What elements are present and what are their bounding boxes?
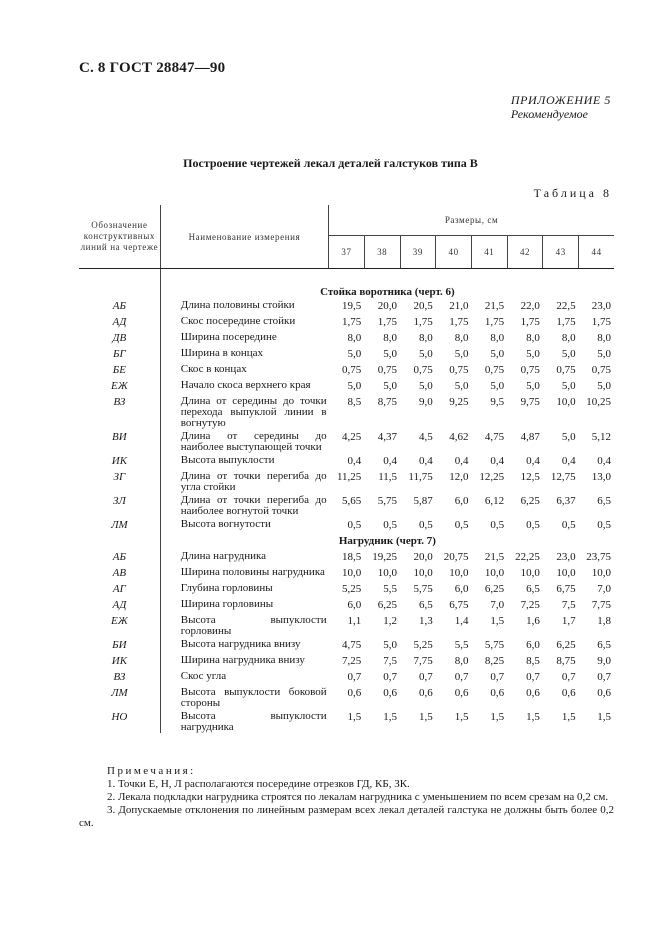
value-cell: 0,5 [490,519,505,531]
value-cell: 4,75 [342,639,362,651]
value-cell: 1,7 [561,615,576,627]
value-cell: 0,5 [383,519,398,531]
value-cell: 5,65 [342,495,362,507]
document-title: Построение чертежей лекал деталей галстуков типа В [183,156,478,170]
appendix-subtitle: Рекомендуемое [510,107,588,121]
value-cell: 0,4 [383,455,398,467]
measure-name: Ширина в концах [180,347,264,359]
value-cell: 10,0 [377,567,398,579]
value-cell: 23,75 [586,551,611,563]
value-cell: 0,5 [561,519,576,531]
value-cell: 0,6 [418,687,433,699]
code-cell: АГ [79,581,160,597]
code-cell: ЕЖ [79,378,160,394]
table-row [79,549,614,565]
appendix-label [511,93,611,121]
value-cell: 1,75 [413,316,433,328]
value-cell: 12,0 [449,471,469,483]
value-cell: 8,75 [556,655,576,667]
value-cell: 1,75 [377,316,398,328]
size-header: 40 [436,236,472,269]
value-cell: 5,0 [454,380,469,392]
table-row [79,517,614,533]
value-cell: 0,75 [413,364,433,376]
value-cell: 5,0 [490,380,505,392]
value-cell: 21,5 [484,551,505,563]
value-cell: 0,6 [561,687,576,699]
value-cell: 5,5 [454,639,469,651]
measure-name: Высота выпуклости нагрудника [180,710,327,733]
value-cell: 1,5 [597,711,611,723]
value-cell: 0,7 [383,671,398,683]
value-cell: 5,0 [347,348,362,360]
value-cell: 5,0 [490,348,505,360]
value-cell: 0,4 [454,455,469,467]
value-cell: 8,0 [597,332,611,344]
value-cell: 19,25 [372,551,398,563]
value-cell: 0,7 [490,671,505,683]
value-cell: 5,0 [383,380,398,392]
value-cell: 0,7 [418,671,433,683]
value-cell: 6,0 [347,599,362,611]
value-cell: 6,25 [556,639,576,651]
code-cell: ДВ [79,330,160,346]
value-cell: 0,6 [526,687,540,699]
value-cell: 5,0 [454,348,469,360]
value-cell: 0,6 [597,687,611,699]
measure-name: Длина нагрудника [180,550,267,562]
code-cell: НО [79,709,160,733]
code-cell: АБ [79,549,160,565]
value-cell: 0,4 [561,455,576,467]
note-item: 1. Точки Е, Н, Л располагаются посередине отрезков ГД, КБ, ЗК. [107,778,410,790]
value-cell: 13,0 [591,471,611,483]
value-cell: 0,6 [383,687,398,699]
value-cell: 8,0 [454,655,469,667]
value-cell: 5,0 [597,348,611,360]
measure-name: Высота вогнутости [180,518,271,530]
value-cell: 20,0 [377,300,398,312]
measure-name: Ширина посередине [180,331,277,343]
value-cell: 8,0 [526,332,540,344]
col-header-name: Наименование измерения [160,205,328,269]
value-cell: 1,75 [591,316,611,328]
value-cell: 0,75 [556,364,576,376]
value-cell: 20,0 [413,551,433,563]
value-cell: 20,75 [443,551,469,563]
table-row [79,330,614,346]
value-cell: 8,0 [454,332,469,344]
value-cell: 5,0 [526,348,540,360]
value-cell: 8,0 [418,332,433,344]
table-row [79,613,614,637]
table-row [79,453,614,469]
value-cell: 8,0 [347,332,362,344]
value-cell: 1,75 [520,316,540,328]
table-row [79,346,614,362]
value-cell: 6,5 [597,639,611,651]
table-row [79,669,614,685]
value-cell: 1,75 [556,316,576,328]
value-cell: 1,1 [347,615,362,627]
measure-name: Скос посередине стойки [180,315,296,327]
value-cell: 7,5 [383,655,398,667]
measure-name: Длина от середины до наиболее выступающей точки [180,430,327,453]
value-cell: 0,4 [347,455,362,467]
value-cell: 0,7 [347,671,362,683]
value-cell: 8,25 [484,655,505,667]
value-cell: 5,12 [591,431,611,443]
value-cell: 21,0 [449,300,469,312]
code-cell: БИ [79,637,160,653]
value-cell: 5,0 [347,380,362,392]
value-cell: 5,75 [377,495,398,507]
table-row [79,429,614,453]
value-cell: 0,5 [597,519,611,531]
value-cell: 5,25 [413,639,433,651]
table-row [79,394,614,429]
table-row [79,637,614,653]
code-cell: ВЗ [79,394,160,429]
value-cell: 10,0 [413,567,433,579]
value-cell: 6,0 [454,583,469,595]
value-cell: 0,75 [591,364,611,376]
value-cell: 7,75 [413,655,433,667]
value-cell: 6,12 [484,495,505,507]
value-cell: 4,37 [377,431,398,443]
value-cell: 0,4 [526,455,540,467]
section-row [79,269,614,299]
value-cell: 6,5 [418,599,433,611]
value-cell: 6,0 [526,639,540,651]
code-cell: БГ [79,346,160,362]
page-header: С. 8 ГОСТ 28847—90 [79,60,226,76]
value-cell: 0,6 [490,687,505,699]
size-header: 37 [329,236,365,269]
value-cell: 6,75 [556,583,576,595]
value-cell: 0,75 [484,364,505,376]
value-cell: 6,25 [484,583,505,595]
value-cell: 0,7 [526,671,540,683]
measure-name: Ширина нагрудника внизу [180,654,305,666]
code-cell: ЗГ [79,469,160,493]
code-cell: АД [79,314,160,330]
value-cell: 4,75 [484,431,505,443]
value-cell: 22,5 [556,300,576,312]
value-cell: 0,5 [347,519,362,531]
code-cell: АБ [79,298,160,314]
value-cell: 9,0 [597,655,611,667]
value-cell: 5,0 [561,348,576,360]
value-cell: 0,6 [454,687,469,699]
value-cell: 8,5 [526,655,540,667]
value-cell: 22,25 [515,551,540,563]
value-cell: 9,25 [449,396,469,408]
table-row [79,298,614,314]
value-cell: 20,5 [413,300,433,312]
value-cell: 1,5 [561,711,576,723]
table-row [79,362,614,378]
table-row [79,493,614,517]
value-cell: 10,0 [520,567,540,579]
measure-name: Высота нагрудника внизу [180,638,301,650]
table-row [79,581,614,597]
value-cell: 9,75 [520,396,540,408]
code-cell: ЛМ [79,685,160,709]
value-cell: 0,75 [449,364,469,376]
value-cell: 9,5 [490,396,505,408]
value-cell: 7,25 [342,655,362,667]
value-cell: 0,5 [454,519,469,531]
code-cell: ВИ [79,429,160,453]
value-cell: 7,0 [597,583,611,595]
value-cell: 11,75 [408,471,433,483]
value-cell: 5,5 [383,583,398,595]
code-cell: БЕ [79,362,160,378]
value-cell: 7,0 [490,599,505,611]
section-title: Нагрудник (черт. 7) [338,535,436,547]
value-cell: 5,0 [526,380,540,392]
measure-name: Ширина половины нагрудника [180,566,325,578]
value-cell: 0,6 [347,687,362,699]
value-cell: 8,0 [561,332,576,344]
code-cell: АВ [79,565,160,581]
value-cell: 0,7 [561,671,576,683]
table-row [79,314,614,330]
value-cell: 0,7 [597,671,611,683]
data-table [79,205,614,733]
value-cell: 1,75 [342,316,362,328]
value-cell: 6,5 [597,495,611,507]
code-cell: ЛМ [79,517,160,533]
value-cell: 5,75 [413,583,433,595]
value-cell: 10,25 [586,396,611,408]
measure-name: Глубина горловины [180,582,273,594]
value-cell: 12,75 [550,471,576,483]
note-item: 3. Допускаемые отклонения по линейным размерам всех лекал деталей галстука не должны быть более 0,2 см. [79,804,614,829]
value-cell: 5,0 [597,380,611,392]
value-cell: 6,0 [454,495,469,507]
appendix-title: ПРИЛОЖЕНИЕ 5 [510,93,611,107]
measure-name: Длина от середины до точки перехода выпуклой линии в вогнутую [180,395,327,429]
value-cell: 10,0 [591,567,611,579]
section-title: Стойка воротника (черт. 6) [320,286,455,298]
size-header: 44 [579,236,614,269]
value-cell: 1,8 [597,615,611,627]
size-header: 42 [507,236,543,269]
value-cell: 8,0 [383,332,398,344]
measure-name: Высота выпуклости [180,454,275,466]
value-cell: 0,4 [597,455,611,467]
value-cell: 6,75 [449,599,469,611]
value-cell: 5,25 [342,583,362,595]
value-cell: 1,5 [490,711,505,723]
col-header-sizes: Размеры, см [329,205,614,236]
value-cell: 1,75 [484,316,505,328]
table-row [79,597,614,613]
table-row [79,685,614,709]
measure-name: Скос угла [180,670,227,682]
value-cell: 0,5 [418,519,433,531]
value-cell: 5,0 [561,380,576,392]
value-cell: 1,5 [347,711,362,723]
value-cell: 10,0 [556,396,576,408]
note-item: 2. Лекала подкладки нагрудника строятся по лекалам нагрудника с уменьшением по всем срезам на 0,2 см. [107,791,609,803]
code-cell: ИК [79,653,160,669]
code-cell [79,533,160,549]
value-cell: 8,75 [377,396,398,408]
table-row [79,378,614,394]
value-cell: 7,5 [561,599,576,611]
value-cell: 5,0 [383,348,398,360]
value-cell: 0,75 [520,364,540,376]
col-header-code: Обозначение конструктивных линий на чертеже [79,205,160,269]
value-cell: 1,6 [526,615,540,627]
measure-name: Начало скоса верхнего края [180,379,311,391]
measure-name: Высота выпуклости горловины [180,614,327,637]
value-cell: 5,87 [413,495,433,507]
table-number: Таблица 8 [533,186,612,200]
value-cell: 1,75 [449,316,469,328]
value-cell: 12,25 [479,471,505,483]
value-cell: 6,25 [520,495,540,507]
value-cell: 5,75 [484,639,505,651]
code-cell: ЕЖ [79,613,160,637]
value-cell: 7,25 [520,599,540,611]
value-cell: 4,25 [342,431,362,443]
value-cell: 21,5 [484,300,505,312]
value-cell: 6,37 [556,495,576,507]
notes [79,765,614,830]
value-cell: 23,0 [591,300,611,312]
value-cell: 0,4 [418,455,433,467]
value-cell: 9,0 [418,396,433,408]
table-row [79,709,614,733]
value-cell: 8,0 [490,332,505,344]
measure-name: Скос в концах [180,363,247,375]
value-cell: 12,5 [520,471,540,483]
value-cell: 0,75 [377,364,398,376]
notes-heading: Примечания: [107,765,196,777]
value-cell: 6,5 [526,583,540,595]
value-cell: 8,5 [347,396,362,408]
value-cell: 11,5 [378,471,398,483]
value-cell: 6,25 [377,599,398,611]
value-cell: 4,62 [449,431,469,443]
value-cell: 19,5 [342,300,362,312]
value-cell: 10,0 [484,567,505,579]
value-cell: 1,5 [490,615,505,627]
value-cell: 4,87 [520,431,540,443]
value-cell: 10,0 [449,567,469,579]
value-cell: 5,0 [561,431,576,443]
measure-name: Длина половины стойки [180,299,295,311]
value-cell: 18,5 [342,551,362,563]
value-cell: 5,0 [418,380,433,392]
size-header: 41 [471,236,507,269]
value-cell: 1,3 [418,615,433,627]
size-header: 39 [400,236,436,269]
value-cell: 1,5 [418,711,433,723]
measure-name: Высота выпуклости боковой стороны [180,686,327,709]
code-cell: ИК [79,453,160,469]
value-cell: 1,5 [383,711,398,723]
value-cell: 0,4 [490,455,505,467]
measure-name: Ширина горловины [180,598,274,610]
code-cell: ЗЛ [79,493,160,517]
value-cell: 1,2 [383,615,398,627]
value-cell: 5,0 [383,639,398,651]
code-cell [79,269,160,299]
value-cell: 5,0 [418,348,433,360]
value-cell: 0,5 [526,519,540,531]
value-cell: 10,0 [556,567,576,579]
table-row [79,653,614,669]
value-cell: 1,4 [454,615,469,627]
table-row [79,469,614,493]
table-row [79,565,614,581]
value-cell: 4,5 [418,431,433,443]
size-header: 38 [364,236,400,269]
value-cell: 7,75 [591,599,611,611]
value-cell: 23,0 [556,551,576,563]
code-cell: АД [79,597,160,613]
value-cell: 0,7 [454,671,469,683]
section-row [79,533,614,549]
value-cell: 11,25 [336,471,362,483]
value-cell: 1,5 [526,711,540,723]
value-cell: 10,0 [342,567,362,579]
value-cell: 0,75 [342,364,362,376]
measure-name: Длина от точки перегиба до наиболее вогнутой точки [180,494,327,517]
code-cell: ВЗ [79,669,160,685]
value-cell: 22,0 [520,300,540,312]
measure-name: Длина от точки перегиба до угла стойки [180,470,327,493]
value-cell: 1,5 [454,711,469,723]
size-header: 43 [543,236,579,269]
